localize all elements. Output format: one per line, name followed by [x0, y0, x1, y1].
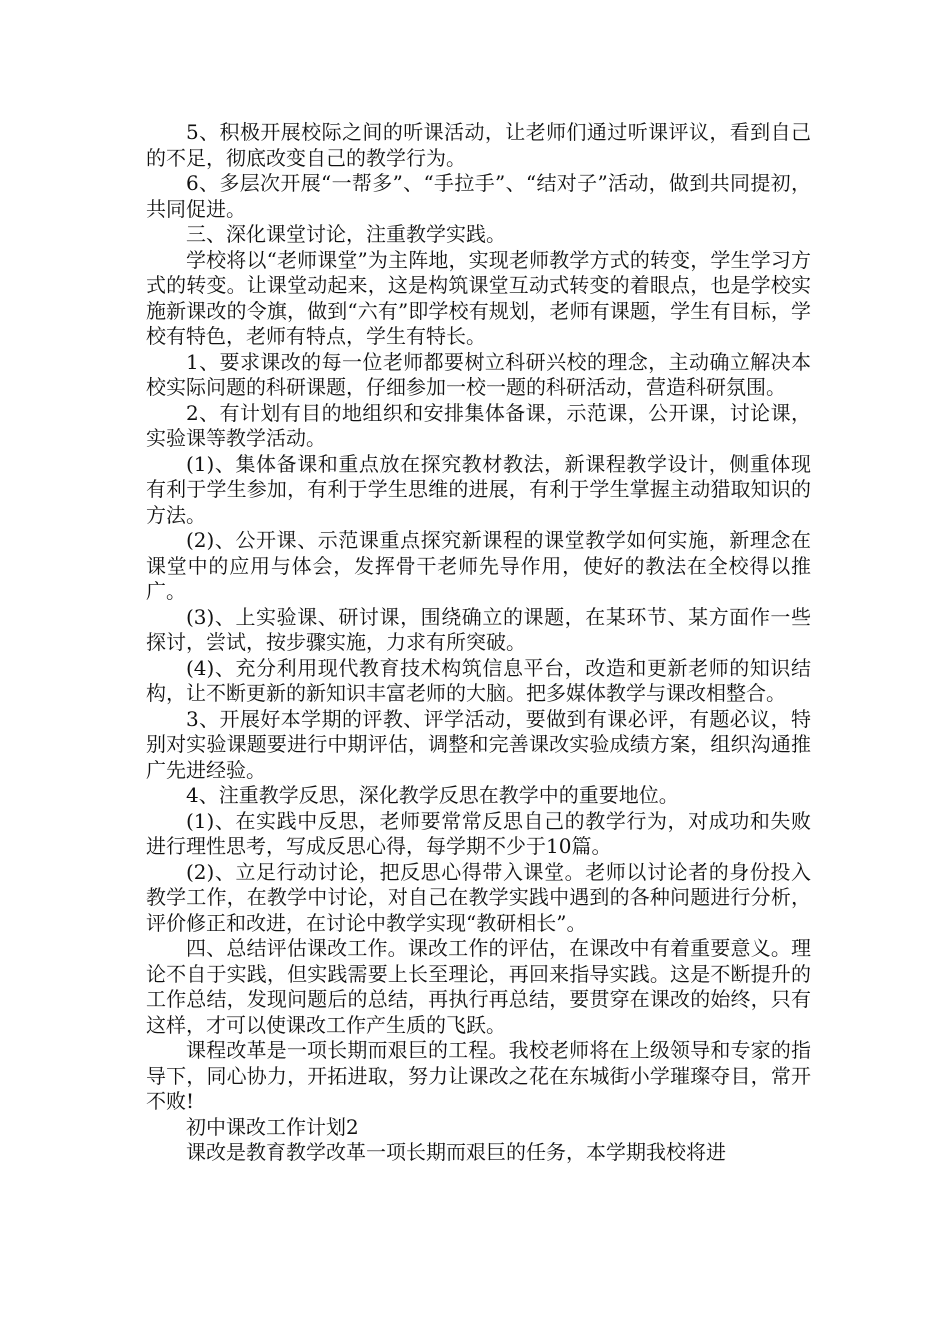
section-heading-15: 四、总结评估课改工作。课改工作的评估，在课改中有着重要意义。理论不自于实践，但实践需要上长至理论，再回来指导实践。这是不断提升的工作总结，发现问题后的总结，再执行再总结，要贯穿在课改的始终，只有这样，才可以使课改工作产生质的飞跃。 [146, 936, 811, 1037]
paragraph-6: 2、有计划有目的地组织和安排集体备课，示范课，公开课，讨论课，实验课等教学活动。 [146, 400, 811, 450]
document-body [146, 120, 811, 1166]
paragraph-2: 6、多层次开展“一帮多”、“手拉手”、“结对子”活动，做到共同提初，共同促进。 [146, 171, 811, 221]
paragraph-14: (2)、立足行动讨论，把反思心得带入课堂。老师以讨论者的身份投入教学工作，在教学中讨论，对自己在教学实践中遇到的各种问题进行分析，评价修正和改进，在讨论中教学实现“教研相长”。 [146, 859, 811, 935]
paragraph-1: 5、积极开展校际之间的听课活动，让老师们通过听课评议，看到自己的不足，彻底改变自己的教学行为。 [146, 120, 811, 170]
paragraph-8: (2)、公开课、示范课重点探究新课程的课堂教学如何实施，新理念在课堂中的应用与体会，发挥骨干老师先导作用，使好的教法在全校得以推广。 [146, 528, 811, 603]
paragraph-16: 课程改革是一项长期而艰巨的工程。我校老师将在上级领导和专家的指导下，同心协力，开拓进取，努力让课改之花在东城街小学璀璨夺目，常开不败! [146, 1038, 811, 1113]
paragraph-11: 3、开展好本学期的评教、评学活动，要做到有课必评，有题必议，特别对实验课题要进行中期评估，调整和完善课改实验成绩方案，组织沟通推广先进经验。 [146, 706, 811, 782]
section-heading-3: 三、深化课堂讨论，注重教学实践。 [186, 222, 506, 246]
document-title-2: 初中课改工作计划2 [186, 1114, 359, 1139]
paragraph-12: 4、注重教学反思，深化教学反思在教学中的重要地位。 [186, 783, 679, 807]
paragraph-9: (3)、上实验课、研讨课，围绕确立的课题，在某环节、某方面作一些探讨，尝试，按步骤实施，力求有所突破。 [146, 604, 811, 654]
paragraph-10: (4)、充分利用现代教育技术构筑信息平台，改造和更新老师的知识结构，让不断更新的新知识丰富老师的大脑。把多媒体教学与课改相整合。 [146, 655, 811, 705]
paragraph-7: (1)、集体备课和重点放在探究教材教法，新课程教学设计，侧重体现有利于学生参加，有利于学生思维的进展，有利于学生掌握主动猎取知识的方法。 [146, 451, 811, 527]
paragraph-13: (1)、在实践中反思，老师要常常反思自己的教学行为，对成功和失败进行理性思考，写成反思心得，每学期不少于10篇。 [146, 808, 811, 858]
paragraph-5: 1、要求课改的每一位老师都要树立科研兴校的理念，主动确立解决本校实际问题的科研课题，仔细参加一校一题的科研活动，营造科研氛围。 [146, 349, 811, 399]
paragraph-18: 课改是教育教学改革一项长期而艰巨的任务，本学期我校将进 [186, 1140, 726, 1164]
paragraph-4: 学校将以“老师课堂”为主阵地，实现老师教学方式的转变，学生学习方式的转变。让课堂动起来，这是构筑课堂互动式转变的着眼点，也是学校实施新课改的令旗，做到“六有”即学校有规划，老师有课题，学生有目标，学校有特色，老师有特点，学生有特长。 [146, 247, 811, 348]
